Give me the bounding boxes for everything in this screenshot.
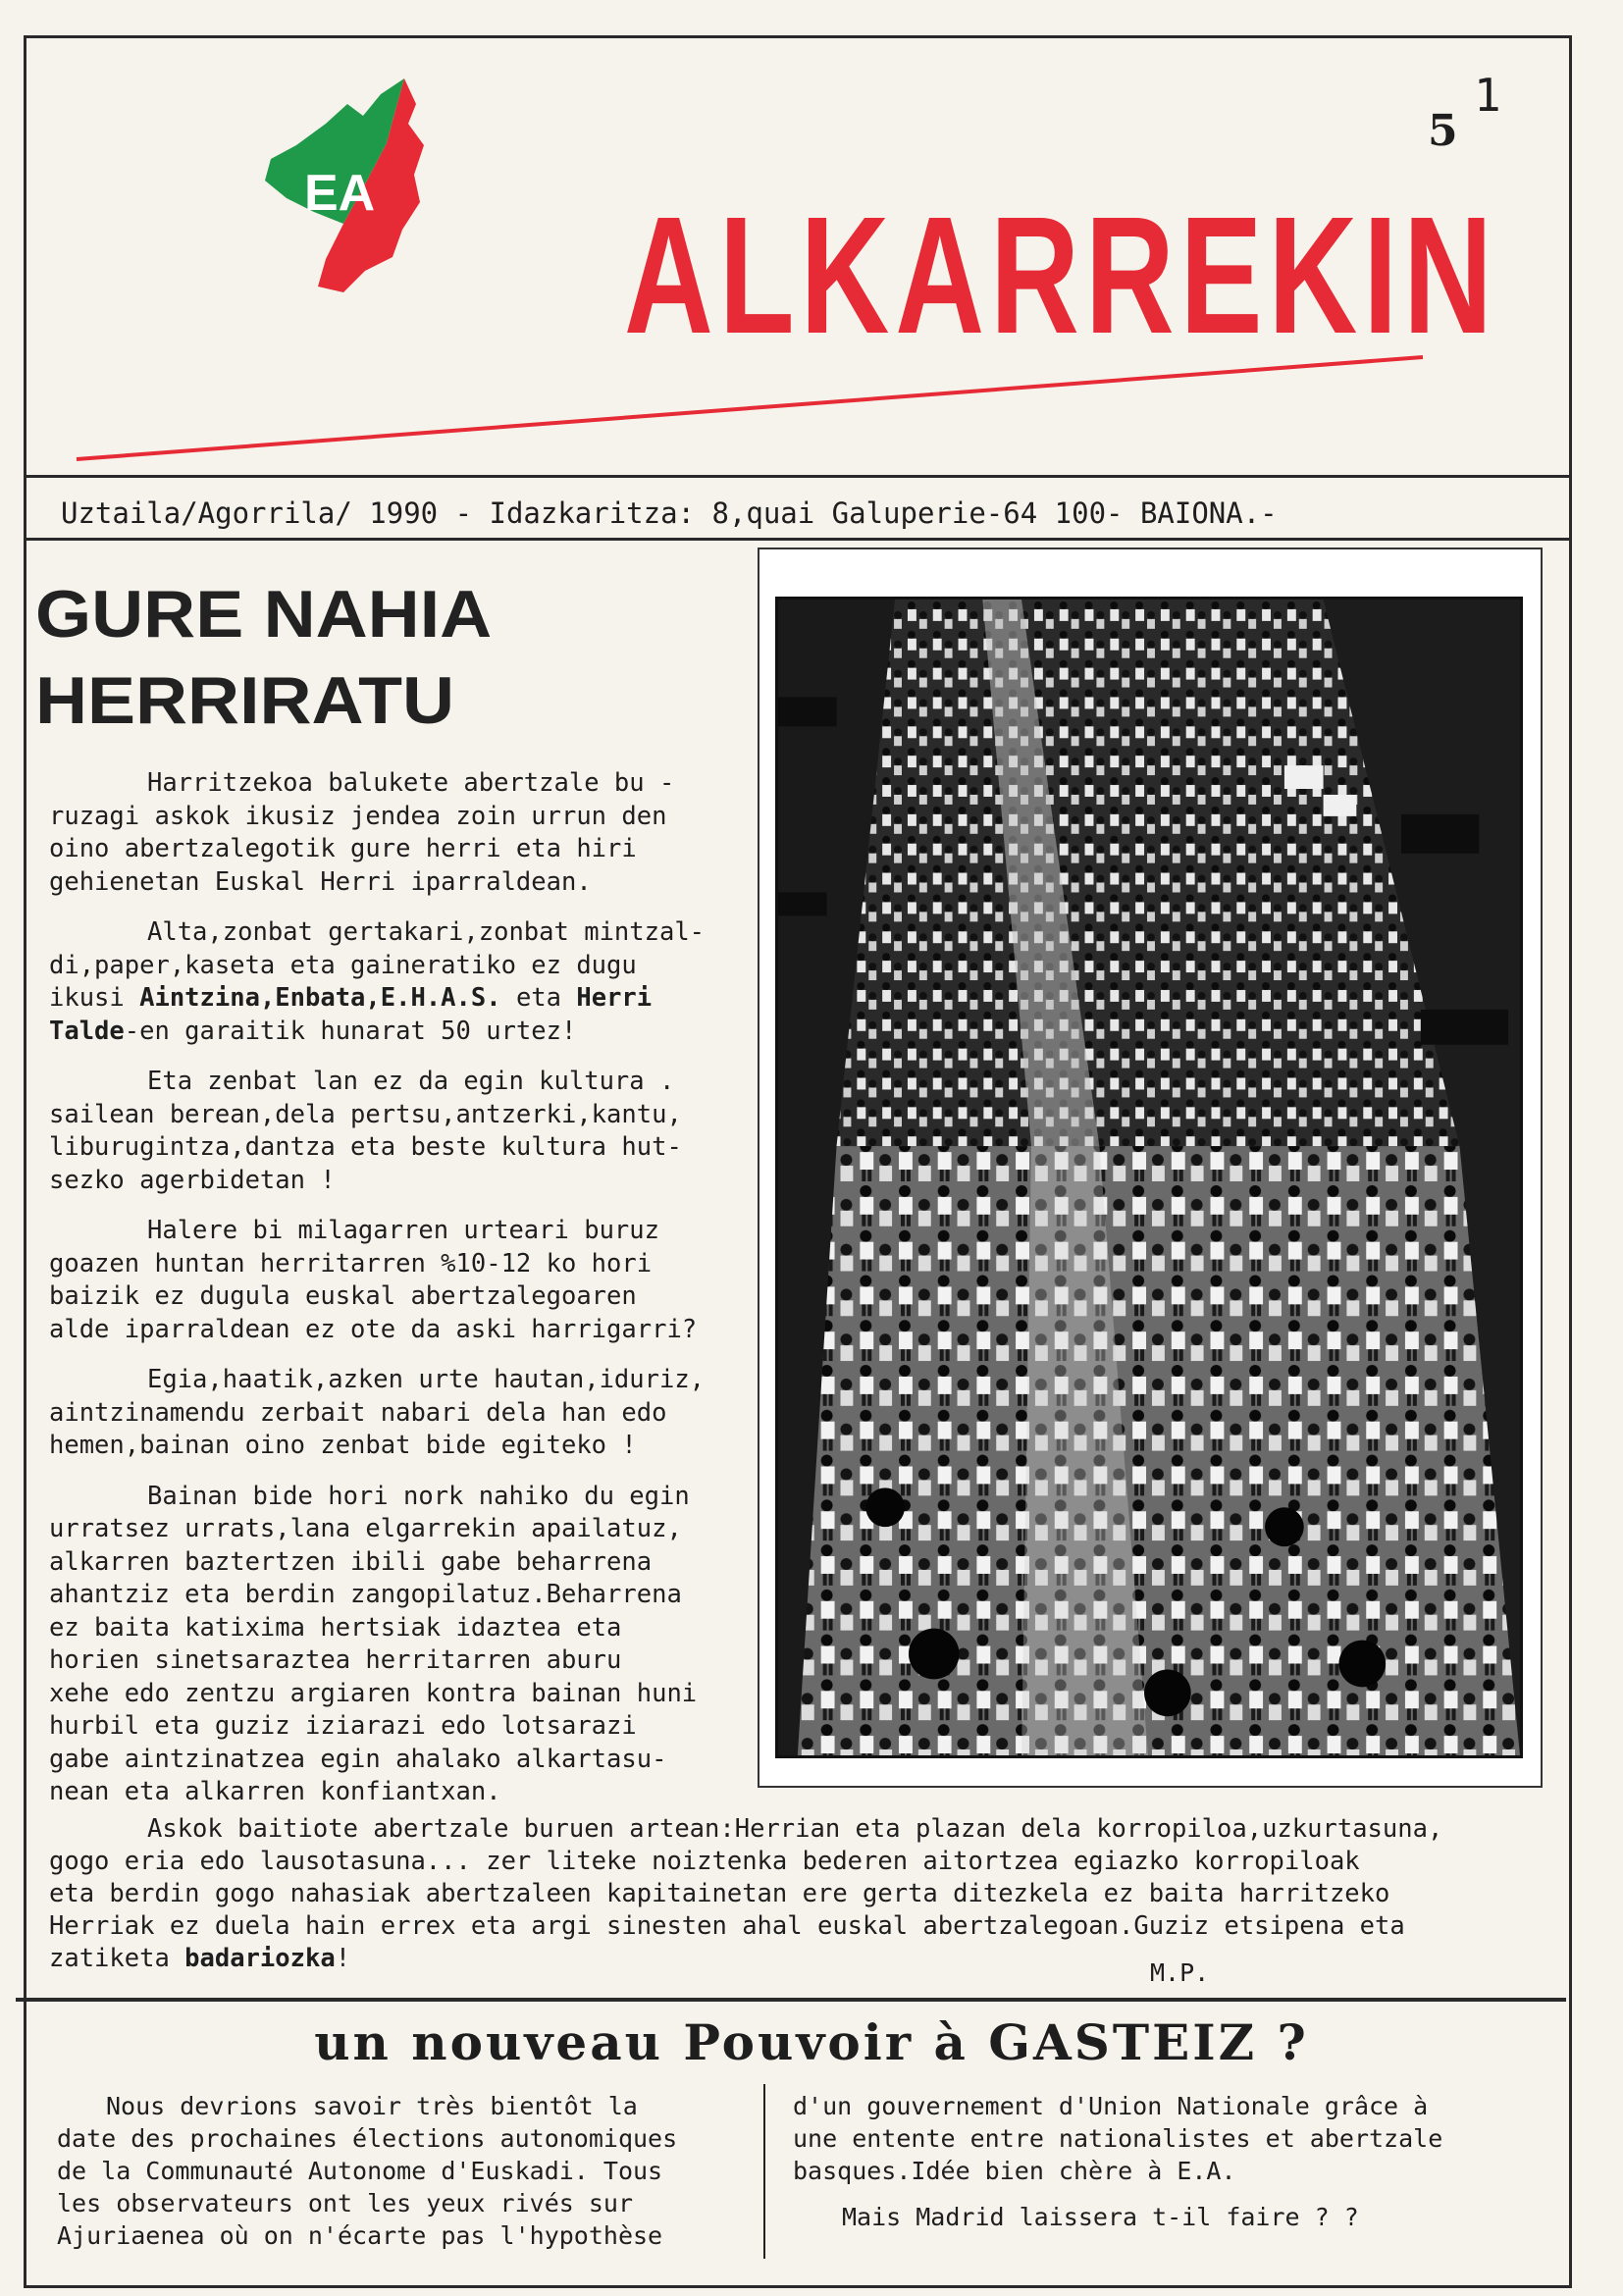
article-paragraph-2: Alta,zonbat gertakari,zonbat mintzal- di,paper,kaseta eta gaineratiko ez dugu ikusi Aintzina,Enbata,E.H.A.S. eta Herri Talde-en garaitik hunarat 50 urtez! bbox=[49, 917, 706, 1046]
second-article-title: un nouveau Pouvoir à GASTEIZ ? bbox=[314, 2013, 1309, 2071]
second-article-right-column: d'un gouvernement d'Union Nationale grâce à une entente entre nationalistes et abertzale basques.Idée bien chère à E.A. Mais Madrid laissera t-il faire ? ? bbox=[793, 2090, 1539, 2233]
ea-party-logo bbox=[257, 65, 424, 296]
dateline-top-rule bbox=[24, 475, 1572, 478]
article-paragraph-1: Harritzekoa balukete abertzale bu - ruzagi askok ikusiz jendea zoin urrun den oino abertzalegotik gure herri eta hiri gehienetan Euskal Herri iparraldean. bbox=[49, 768, 675, 897]
article-signature: M.P. bbox=[1150, 1958, 1210, 1987]
headline-line-2: HERRIRATU bbox=[35, 663, 455, 738]
second-article-left-column: Nous devrions savoir très bientôt la date des prochaines élections autonomiques de la Communauté Autonome d'Euskadi. Tous les observateurs ont les yeux rivés sur Ajuriaenea où on n'écarte pas l'hypothèse bbox=[57, 2092, 678, 2250]
dateline-bottom-rule bbox=[24, 538, 1572, 541]
headline-line-1: GURE NAHIA bbox=[35, 577, 493, 652]
masthead-title: ALKARREKIN bbox=[624, 183, 1498, 369]
column-divider bbox=[763, 2084, 765, 2259]
masthead-red-rule bbox=[73, 349, 1427, 467]
article-paragraph-5: Egia,haatik,azken urte hautan,iduriz, aintzinamendu zerbait nabari dela han edo hemen,bainan oino zenbat bide egiteko ! bbox=[49, 1365, 706, 1460]
issue-mark: 1 bbox=[1474, 69, 1501, 122]
issue-number: 5 bbox=[1428, 106, 1458, 156]
section-divider bbox=[16, 1998, 1566, 2002]
closing-question: Mais Madrid laissera t-il faire ? ? bbox=[842, 2203, 1359, 2231]
logo-letters: EA bbox=[304, 165, 376, 222]
article-paragraph-3: Eta zenbat lan ez da egin kultura . sailean berean,dela pertsu,antzerki,kantu, liburugintza,dantza eta beste kultura hut- sezko agerbidetan ! bbox=[49, 1067, 682, 1195]
dateline: Uztaila/Agorrila/ 1990 - Idazkaritza: 8,quai Galuperie-64 100- BAIONA.- bbox=[61, 496, 1278, 530]
article-headline bbox=[35, 571, 799, 744]
article-closing-paragraph: Askok baitiote abertzale buruen artean:Herrian eta plazan dela korropiloa,uzkurtasuna, gogo eria edo lausotasuna... zer liteke noiztenka bederen aitortzea egiazko korropiloak eta berdin gogo nahasiak abertzaleen kapitainetan ere gerta ditezkela ez baita harritzeko Herriak ez duela hain errex eta argi sinesten ahal euskal abertzalegoan.Guziz etsipena eta zatiketa badariozka! bbox=[49, 1814, 1443, 1973]
article-left-column bbox=[49, 767, 756, 1827]
crowd-street-photo bbox=[775, 597, 1523, 1758]
photo-frame bbox=[758, 548, 1543, 1788]
article-paragraph-6: Bainan bide hori nork nahiko du egin urratsez urrats,lana elgarrekin apailatuz, alkarren baztertzen ibili gabe beharrena ahantziz eta berdin zangopilatuz.Beharrena ez baita katixima hertsiak idaztea eta horien sinetsaraztea herritarren aburu xehe edo zentzu argiaren kontra bainan huni hurbil eta guziz iziarazi edo lotsarazi gabe aintzinatzea egin ahalako alkartasu- nean eta alkarren konfiantxan. bbox=[49, 1481, 698, 1806]
article-paragraph-4: Halere bi milagarren urteari buruz goazen huntan herritarren %10-12 ko hori baizik ez dugula euskal abertzalegoaren alde iparraldean ez ote da aski harrigarri? bbox=[49, 1216, 698, 1344]
